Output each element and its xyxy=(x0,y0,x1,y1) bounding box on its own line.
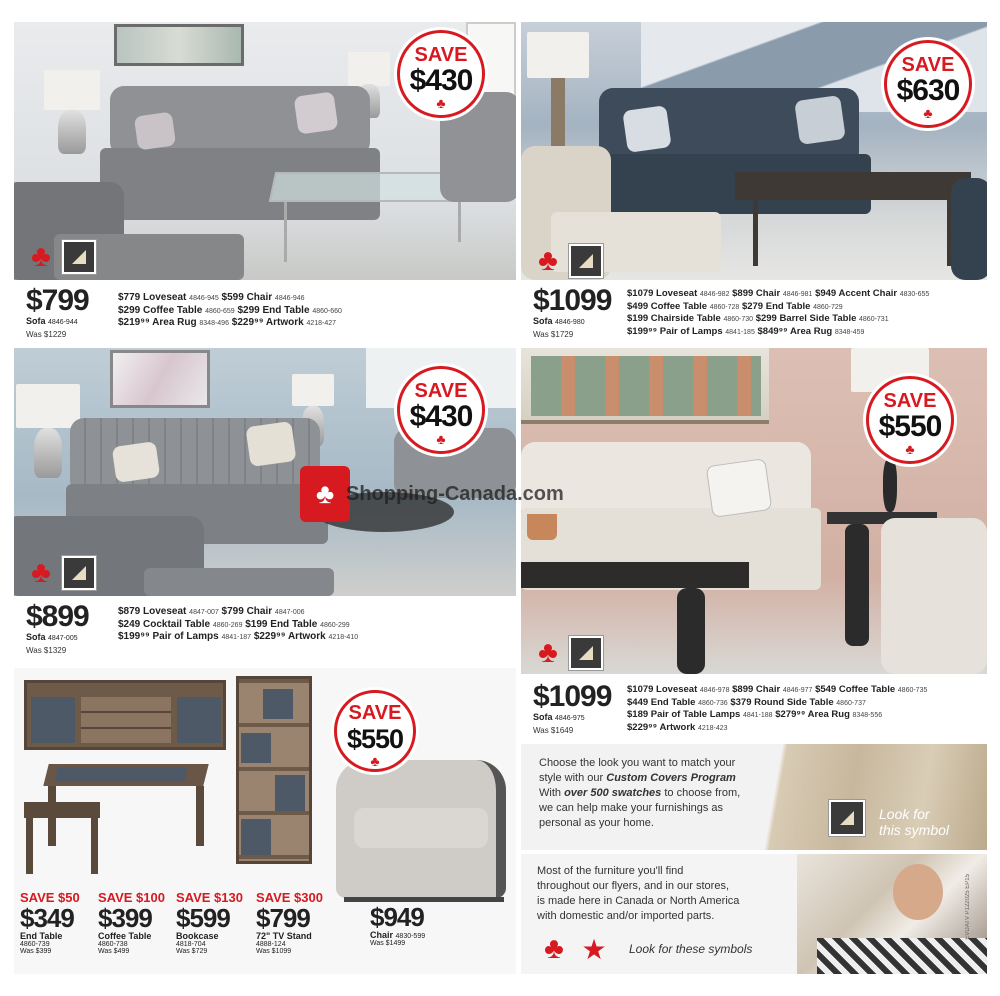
room-photo-4 xyxy=(521,348,987,674)
lamp-base xyxy=(883,458,897,512)
custom-covers-icon xyxy=(569,636,603,670)
made-in-canada-banner xyxy=(521,854,987,974)
product-chair: $949 Chair 4830-599 Was $1499 xyxy=(370,902,426,947)
wall-art xyxy=(114,24,244,66)
custom-covers-banner xyxy=(521,744,987,850)
end-table-legs xyxy=(26,818,98,874)
wall-art xyxy=(110,350,210,408)
chair xyxy=(881,518,987,674)
item-list: $1079 Loveseat 4846-978 $899 Chair 4846-977 $549 Coffee Table 4860-735 $449 End Table 4860-736 $379 Round Side Table 4860-737 $189 Pair of Table Lamps 4841-188 $279⁹⁹ Area Rug 8348-556 $229⁹⁹ Artwork 4218-423 xyxy=(627,684,928,733)
pillow xyxy=(112,441,161,483)
panel-gray-sofa-set xyxy=(14,22,516,340)
lamp-shade xyxy=(44,70,100,110)
product-coffee-table: SAVE $100 $399 Coffee Table 4860-738 Was $499 xyxy=(98,890,165,955)
made-in-canada-icon: ♣ xyxy=(544,932,564,965)
maple-leaf-icon: ♣ xyxy=(905,441,915,457)
save-badge: SAVE $430 ♣ xyxy=(397,366,485,454)
end-table-product xyxy=(24,802,100,818)
product-bookcase: SAVE $130 $599 Bookcase 4818-704 Was $729 xyxy=(176,890,243,955)
save-badge: SAVE $550 ♣ xyxy=(334,690,416,772)
tv-stand xyxy=(24,680,226,750)
coffee-table xyxy=(735,172,971,200)
custom-covers-text: Choose the look you want to match your style with our Custom Covers Program With over 500 swatches to choose from, we can help make your furnishings as personal as your home. xyxy=(539,757,741,829)
accent-chair-frame xyxy=(344,888,504,902)
coffee-table xyxy=(521,562,749,588)
custom-covers-icon xyxy=(829,800,865,836)
panel-linen-sofa-set xyxy=(521,348,987,738)
maple-leaf-icon: ♣ xyxy=(436,431,446,447)
pillow-2 xyxy=(245,421,296,467)
product-tv-stand: SAVE $300 $799 72" TV Stand 4888-124 Was $1099 xyxy=(256,890,323,955)
room-photo-1 xyxy=(14,22,516,280)
lamp-base xyxy=(34,428,62,478)
main-price: $799 Sofa 4846-944 Was $1229 xyxy=(26,284,89,339)
look-for-symbol-text: Look for this symbol xyxy=(879,806,950,838)
bookcase-product xyxy=(236,676,312,864)
side-table-pedestal xyxy=(845,524,869,646)
lamp-shade-2 xyxy=(292,374,334,406)
maple-leaf-icon: ♣ xyxy=(436,95,446,111)
look-for-these-symbols: Look for these symbols xyxy=(629,942,753,956)
save-badge: SAVE $550 ♣ xyxy=(866,376,954,464)
custom-covers-icon xyxy=(62,556,96,590)
main-price: $1099 Sofa 4846-980 Was $1729 xyxy=(533,284,612,339)
lamp-shade xyxy=(527,32,589,78)
made-in-canada-icon: ♣ xyxy=(31,240,51,273)
chair-right xyxy=(951,178,987,280)
made-in-canada-icon: ♣ xyxy=(538,244,558,277)
potted-plants xyxy=(531,356,761,416)
pillow xyxy=(134,112,176,151)
pillow xyxy=(706,458,773,518)
panel-occasional-furniture xyxy=(14,668,516,974)
lamp-base xyxy=(58,110,86,154)
coffee-table-product xyxy=(43,764,208,786)
shopping-bag-icon: ♣ xyxy=(300,466,350,522)
made-in-canada-icon: ♣ xyxy=(31,556,51,589)
product-end-table: SAVE $50 $349 End Table 4860-739 Was $399 xyxy=(20,890,80,955)
main-price: $899 Sofa 4847-005 Was $1329 xyxy=(26,600,89,655)
custom-covers-icon xyxy=(569,244,603,278)
lamp-shade-2 xyxy=(348,52,390,86)
pillow xyxy=(622,105,671,153)
maple-leaf-icon: ♣ xyxy=(923,105,933,121)
watermark: ♣ Shopping-Canada.com xyxy=(300,466,564,522)
lamp-base xyxy=(551,78,565,148)
table-leg xyxy=(753,200,758,266)
item-list: $879 Loveseat 4847-007 $799 Chair 4847-006 $249 Cocktail Table 4860-269 $199 End Table 4860-299 $199⁹⁹ Pair of Lamps 4841-187 $229⁹⁹ Artwork 4218-410 xyxy=(118,606,359,642)
pillow-2 xyxy=(294,91,339,134)
accent-chair-cushion xyxy=(354,808,488,848)
save-badge: SAVE $630 ♣ xyxy=(884,40,972,128)
panel-navy-sofa-set xyxy=(521,22,987,340)
save-badge: SAVE $430 ♣ xyxy=(397,30,485,118)
main-price: $1099 Sofa 4846-975 Was $1649 xyxy=(533,680,612,735)
table-leg-2 xyxy=(458,202,461,242)
lamp-shade xyxy=(16,384,80,428)
item-list: $1079 Loveseat 4846-982 $899 Chair 4846-981 $949 Accent Chair 4830-655 $499 Coffee Table 4860-728 $279 End Table 4860-729 $199 Chairside Table 4860-730 $299 Barrel Side Table 4860-731 $199⁹⁹ Pair of Lamps 4841-185 $849⁹⁹ Area Rug 8348-459 xyxy=(627,288,930,337)
table-leg xyxy=(677,588,705,674)
chair-seat xyxy=(144,568,334,596)
pillow-2 xyxy=(794,95,846,145)
flyer-code: EVDATV P122025 EP15 xyxy=(965,874,971,940)
maple-leaf-icon: ♣ xyxy=(370,753,380,769)
made-in-canada-icon: ♣ xyxy=(538,636,558,669)
north-america-star-icon: ★ xyxy=(581,933,607,965)
table-leg xyxy=(284,202,287,262)
room-photo-2 xyxy=(521,22,987,280)
upholsterer-photo xyxy=(797,854,987,974)
custom-covers-icon xyxy=(62,240,96,274)
made-in-canada-text: Most of the furniture you'll find throughout our flyers, and in our stores, is made here in Canada or North America with domestic and/or imported parts. xyxy=(537,865,740,922)
item-list: $779 Loveseat 4846-945 $599 Chair 4846-946 $299 Coffee Table 4860-659 $299 End Table 4860-660 $219⁹⁹ Area Rug 8348-496 $229⁹⁹ Artwork 4218-427 xyxy=(118,292,342,328)
